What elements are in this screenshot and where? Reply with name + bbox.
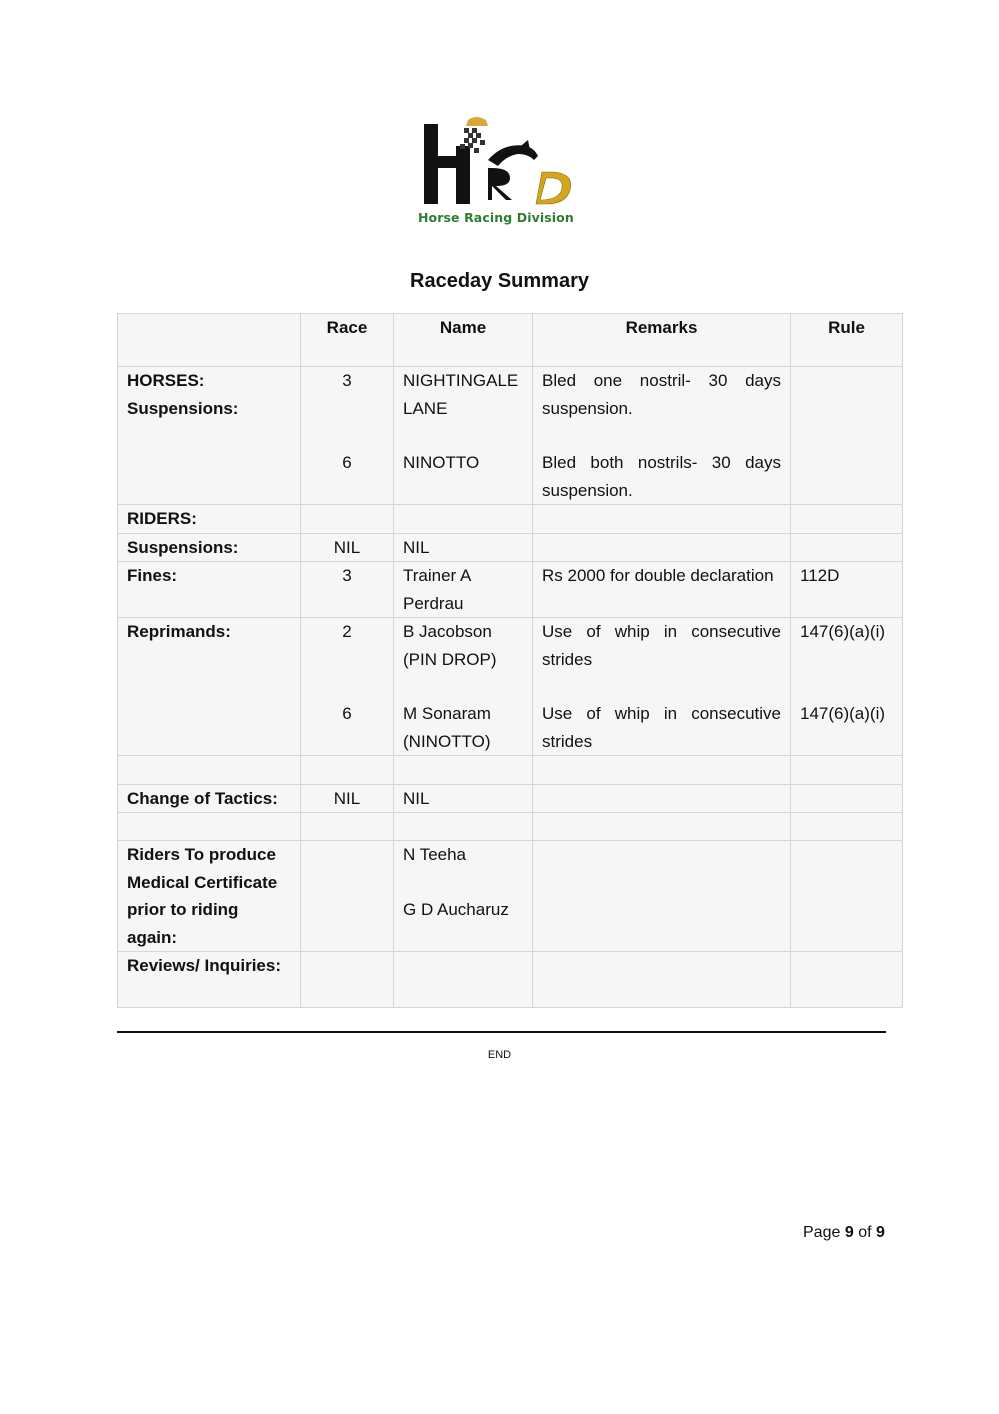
page-prefix: Page: [803, 1224, 841, 1241]
reviews-row: [118, 952, 903, 1008]
horses-name-cell: [394, 367, 533, 505]
change-of-tactics-row: [118, 784, 903, 813]
medical-rider-name: G D Aucharuz: [403, 899, 509, 919]
page-of: of: [858, 1224, 872, 1241]
header-remarks: Remarks: [533, 314, 791, 367]
horse-name-cont: LANE: [403, 398, 448, 418]
reprimand-race: 2: [342, 622, 352, 641]
medical-rider-name: N Teeha: [403, 845, 467, 864]
riders-suspensions-race: NIL: [301, 533, 394, 562]
medical-certificate-row: [118, 841, 903, 952]
page-title: Raceday Summary: [410, 270, 589, 292]
horses-label: HORSES:: [127, 371, 205, 390]
raceday-summary-table: [117, 313, 903, 1008]
reprimands-label: Reprimands:: [118, 618, 301, 756]
end-divider: [117, 1031, 886, 1033]
medical-certificate-label: [118, 841, 301, 952]
change-of-tactics-race: NIL: [301, 784, 394, 813]
horses-rule-cell: [791, 367, 903, 505]
fines-name-cell: [394, 562, 533, 618]
riders-suspensions-label: Suspensions:: [118, 533, 301, 562]
reprimand-horse: (PIN DROP): [403, 649, 497, 669]
medical-label-line: Medical Certificate: [127, 872, 278, 892]
table-header-row: [118, 314, 903, 367]
reprimand-rule: 147(6)(a)(i): [800, 622, 886, 641]
reprimand-name: B Jacobson: [403, 622, 492, 641]
horse-race: 6: [342, 452, 352, 472]
header-rule: Rule: [791, 314, 903, 367]
fines-race: 3: [301, 562, 394, 618]
spacer-row: [118, 756, 903, 785]
reprimands-race-cell: [301, 618, 394, 756]
reprimand-horse: (NINOTTO): [403, 731, 491, 751]
riders-suspensions-name: NIL: [394, 533, 533, 562]
fines-name: Trainer A: [403, 566, 472, 585]
reprimand-remarks: Use of whip in consecutive strides: [542, 704, 781, 751]
page-total: 9: [875, 1224, 885, 1241]
page-current: 9: [844, 1224, 854, 1241]
medical-label-line: prior to riding: [127, 900, 239, 919]
horses-race-cell: [301, 367, 394, 505]
reprimand-name: M Sonaram: [403, 704, 491, 723]
fines-label: Fines:: [118, 562, 301, 618]
reprimand-remarks: Use of whip in consecutive strides: [542, 622, 781, 669]
medical-label-line: Riders To produce: [127, 845, 276, 864]
reprimands-rule-cell: [791, 618, 903, 756]
fines-row: [118, 562, 903, 618]
horses-label-cell: [118, 367, 301, 505]
end-text: END: [487, 1049, 512, 1061]
reprimands-name-cell: [394, 618, 533, 756]
horses-suspensions-row: [118, 367, 903, 505]
medical-names-cell: [394, 841, 533, 952]
fines-rule: 112D: [791, 562, 903, 618]
reprimands-row: [118, 618, 903, 756]
reprimand-race: 6: [342, 703, 352, 723]
horses-suspensions-label: Suspensions:: [127, 398, 239, 418]
reviews-label: Reviews/ Inquiries:: [118, 952, 301, 1008]
medical-label-line: again:: [127, 927, 178, 947]
header-category: [118, 314, 301, 367]
page-number: [803, 1224, 885, 1242]
riders-header-row: [118, 505, 903, 534]
hrd-logo: [418, 116, 583, 231]
change-of-tactics-label: Change of Tactics:: [118, 784, 301, 813]
riders-label: RIDERS:: [118, 505, 301, 534]
header-race: Race: [301, 314, 394, 367]
riders-suspensions-row: [118, 533, 903, 562]
logo-text: Horse Racing Division: [418, 210, 574, 225]
horse-name: NINOTTO: [403, 453, 480, 472]
fines-name-cont: Perdrau: [403, 593, 464, 613]
reprimand-rule: 147(6)(a)(i): [800, 703, 886, 723]
horse-remarks: Bled one nostril- 30 days suspension.: [542, 371, 781, 418]
header-name: Name: [394, 314, 533, 367]
horse-remarks: Bled both nostrils- 30 days suspension.: [542, 453, 781, 500]
horse-jockey-logo-icon: [418, 116, 583, 208]
fines-remarks: Rs 2000 for double declaration: [533, 562, 791, 618]
horses-remarks-cell: [533, 367, 791, 505]
horse-race: 3: [342, 371, 352, 390]
change-of-tactics-name: NIL: [394, 784, 533, 813]
reprimands-remarks-cell: [533, 618, 791, 756]
horse-name: NIGHTINGALE: [403, 371, 519, 390]
